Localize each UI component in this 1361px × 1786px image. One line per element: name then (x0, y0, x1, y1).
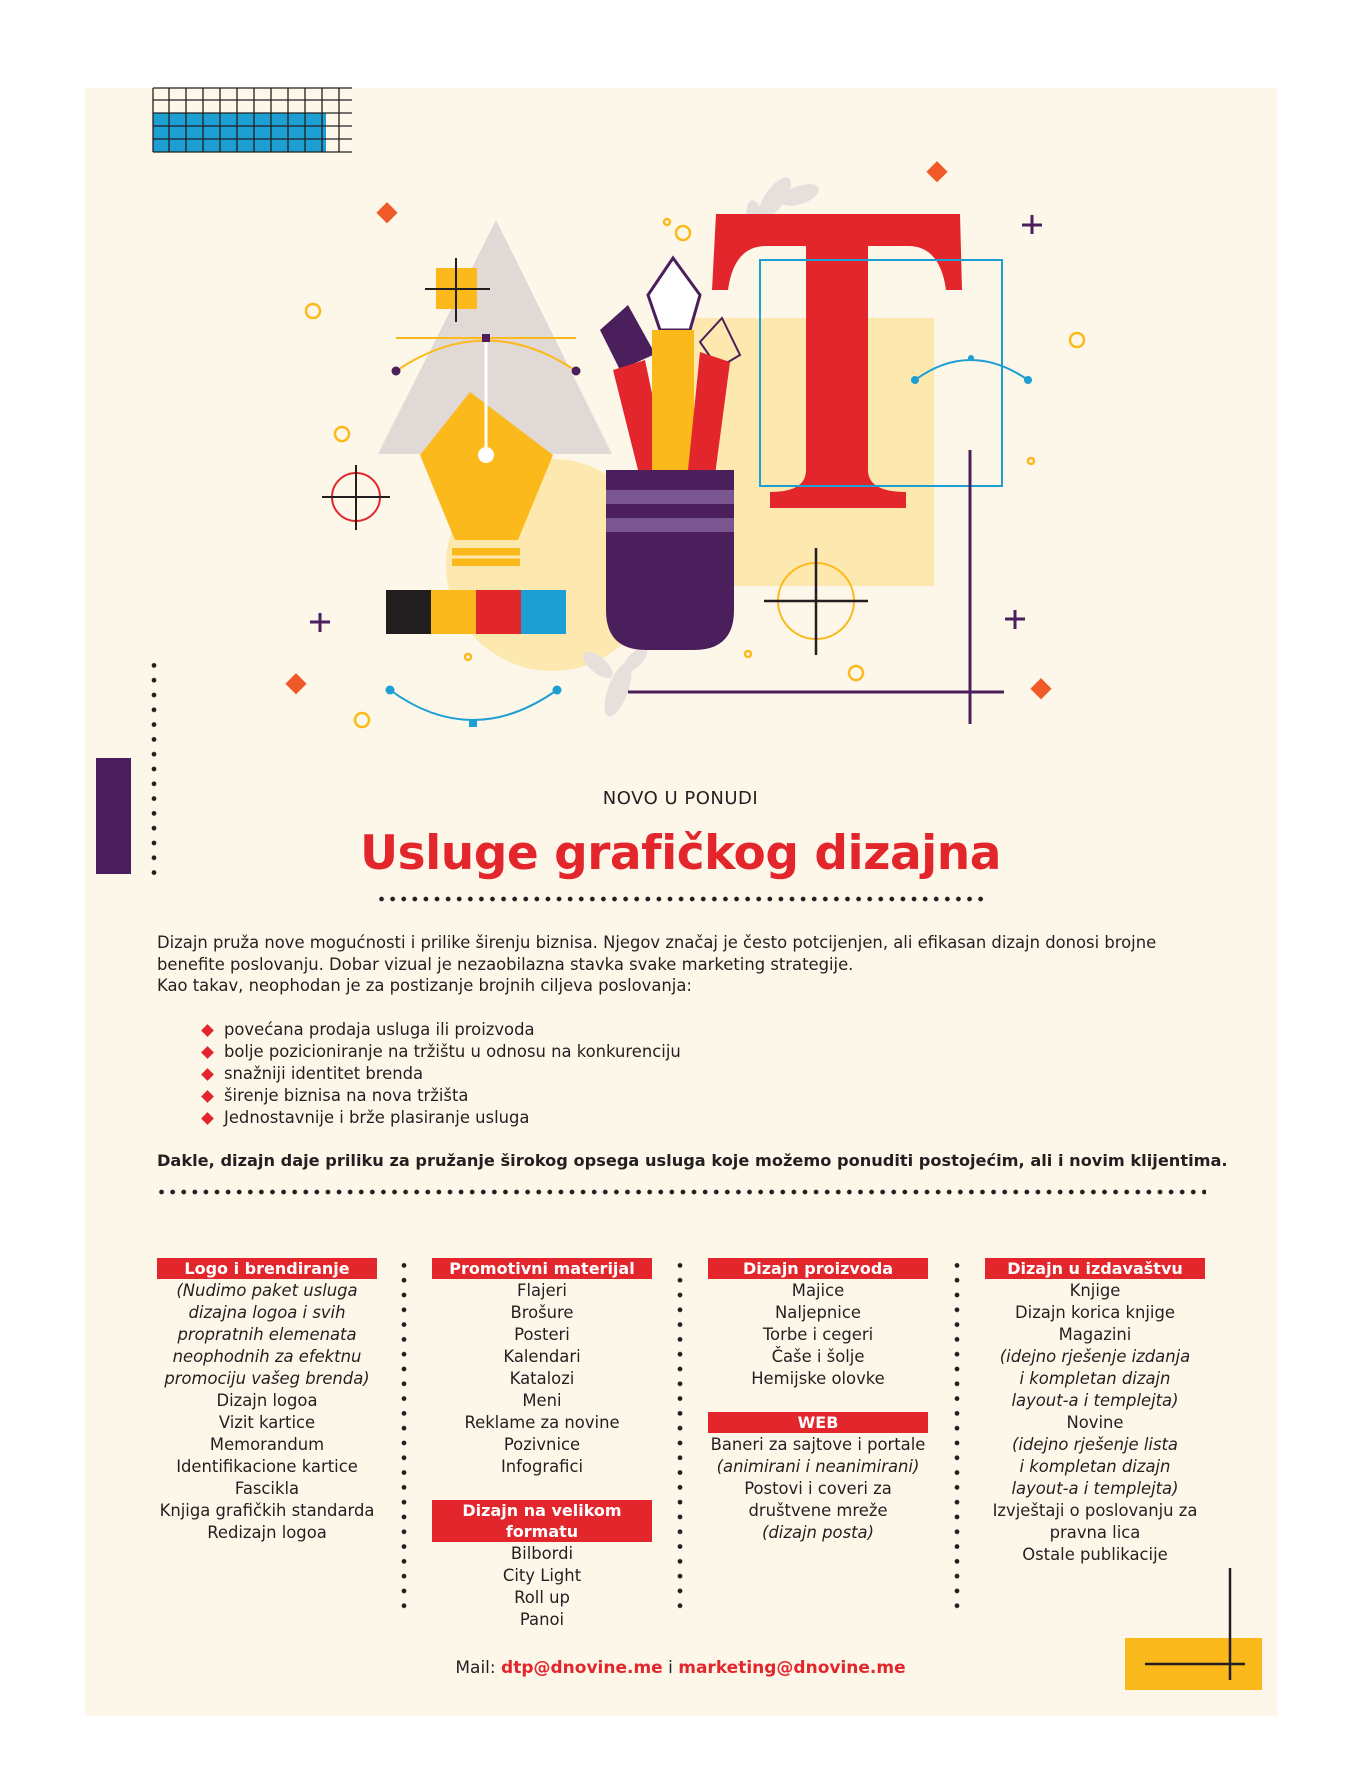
column-header: Dizajn proizvoda (708, 1258, 928, 1279)
service-column-logo (157, 1258, 377, 1544)
list-item: Baneri za sajtove i portale (710, 1435, 926, 1454)
contact-line (0, 1658, 1361, 1678)
column-note: propratnih elemenata (177, 1325, 357, 1344)
benefits-list (200, 1019, 681, 1129)
list-item: širenje biznisa na nova tržišta (200, 1085, 681, 1107)
list-item: Torbe i cegeri (762, 1325, 874, 1344)
service-column-product (708, 1258, 928, 1544)
list-item: Panoi (519, 1610, 565, 1629)
email-link-marketing[interactable]: marketing@dnovine.me (678, 1658, 906, 1678)
list-item: Knjiga grafičkih standarda (159, 1501, 375, 1520)
intro-line: benefite poslovanju. Dobar vizual je nezaobilazna stavka svake marketing strategije. (157, 954, 854, 974)
list-item: Katalozi (509, 1369, 575, 1388)
list-item: Fascikla (234, 1479, 300, 1498)
column-header: WEB (708, 1412, 928, 1433)
service-column-publishing (985, 1258, 1205, 1566)
column-note: dizajna logoa i svih (188, 1303, 346, 1322)
list-item: Hemijske olovke (751, 1369, 885, 1388)
list-item: Izvještaji o poslovanju za (992, 1501, 1198, 1520)
list-item: Identifikacione kartice (176, 1457, 358, 1476)
list-item: Roll up (514, 1588, 570, 1607)
column-note: i kompletan dizajn (1019, 1369, 1171, 1388)
email-link-dtp[interactable]: dtp@dnovine.me (501, 1658, 663, 1678)
column-note: (idejno rješenje lista (1012, 1435, 1178, 1454)
column-note: promociju vašeg brenda) (164, 1369, 370, 1388)
column-note: (Nudimo paket usluga (176, 1281, 358, 1300)
column-divider (677, 1258, 683, 1618)
page-title: Usluge grafičkog dizajna (360, 826, 1001, 881)
intro-line: Dizajn pruža nove mogućnosti i prilike širenju biznisa. Njegov značaj je često potcijenjen, ali efikasan dizajn donosi brojne (157, 933, 1157, 952)
list-item: Dizajn korica knjige (1015, 1303, 1175, 1322)
list-item: Bilbordi (510, 1544, 574, 1563)
column-note: (dizajn posta) (762, 1523, 874, 1542)
list-item: Infografici (500, 1457, 584, 1476)
list-item: Majice (791, 1281, 845, 1300)
list-item: Novine (1066, 1413, 1124, 1432)
column-note: layout-a i templejta) (1011, 1479, 1179, 1498)
list-item: Memorandum (209, 1435, 325, 1454)
list-item: snažniji identitet brenda (200, 1063, 681, 1085)
list-item: Meni (522, 1391, 562, 1410)
intro-line: Kao takav, neophodan je za postizanje brojnih ciljeva poslovanja: (157, 976, 692, 995)
emphasis-text: Dakle, dizajn daje priliku za pružanje širokog opsega usluga koje možemo ponuditi postojećim, ali i novim klijentima. (157, 1151, 1228, 1170)
column-note: (idejno rješenje izdanja (999, 1347, 1191, 1366)
list-item: Brošure (510, 1303, 574, 1322)
column-header: Dizajn na velikom formatu (432, 1500, 652, 1542)
grid-decoration (153, 88, 352, 152)
list-item: Posteri (514, 1325, 570, 1344)
list-item: Knjige (1069, 1281, 1121, 1300)
list-item: Redizajn logoa (207, 1523, 327, 1542)
list-item: Čaše i šolje (771, 1347, 865, 1366)
column-header: Promotivni materijal (432, 1258, 652, 1279)
list-item: Postovi i coveri za (744, 1479, 892, 1498)
list-item: Vizit kartice (218, 1413, 316, 1432)
list-item: Ostale publikacije (1022, 1545, 1168, 1564)
list-item: Naljepnice (775, 1303, 861, 1322)
list-item: društvene mreže (748, 1501, 888, 1520)
intro-paragraph (157, 932, 1177, 997)
list-item: Reklame za novine (464, 1413, 620, 1432)
service-column-promo (432, 1258, 652, 1631)
list-item: Jednostavnije i brže plasiranje usluga (200, 1107, 681, 1129)
kicker-text: NOVO U PONUDI (602, 788, 759, 809)
column-note: i kompletan dizajn (1019, 1457, 1171, 1476)
column-header: Dizajn u izdavaštvu (985, 1258, 1205, 1279)
column-note: neophodnih za efektnu (172, 1347, 362, 1366)
list-item: Pozivnice (503, 1435, 581, 1454)
column-divider (954, 1258, 960, 1618)
list-item: pravna lica (1049, 1523, 1141, 1542)
list-item: Dizajn logoa (216, 1391, 318, 1410)
column-divider (401, 1258, 407, 1618)
section-dotted-divider (156, 1189, 1206, 1195)
list-item: Magazini (1058, 1325, 1132, 1344)
list-item: Flajeri (517, 1281, 567, 1300)
title-dotted-divider (376, 896, 986, 902)
column-note: layout-a i templejta) (1011, 1391, 1179, 1410)
list-item: City Light (502, 1566, 582, 1585)
list-item: Kalendari (503, 1347, 581, 1366)
mail-joiner: i (668, 1658, 673, 1678)
mail-label: Mail: (455, 1658, 496, 1678)
column-note: (animirani i neanimirani) (716, 1457, 920, 1476)
column-header: Logo i brendiranje (157, 1258, 377, 1279)
list-item: povećana prodaja usluga ili proizvoda (200, 1019, 681, 1041)
list-item: bolje pozicioniranje na tržištu u odnosu na konkurenciju (200, 1041, 681, 1063)
